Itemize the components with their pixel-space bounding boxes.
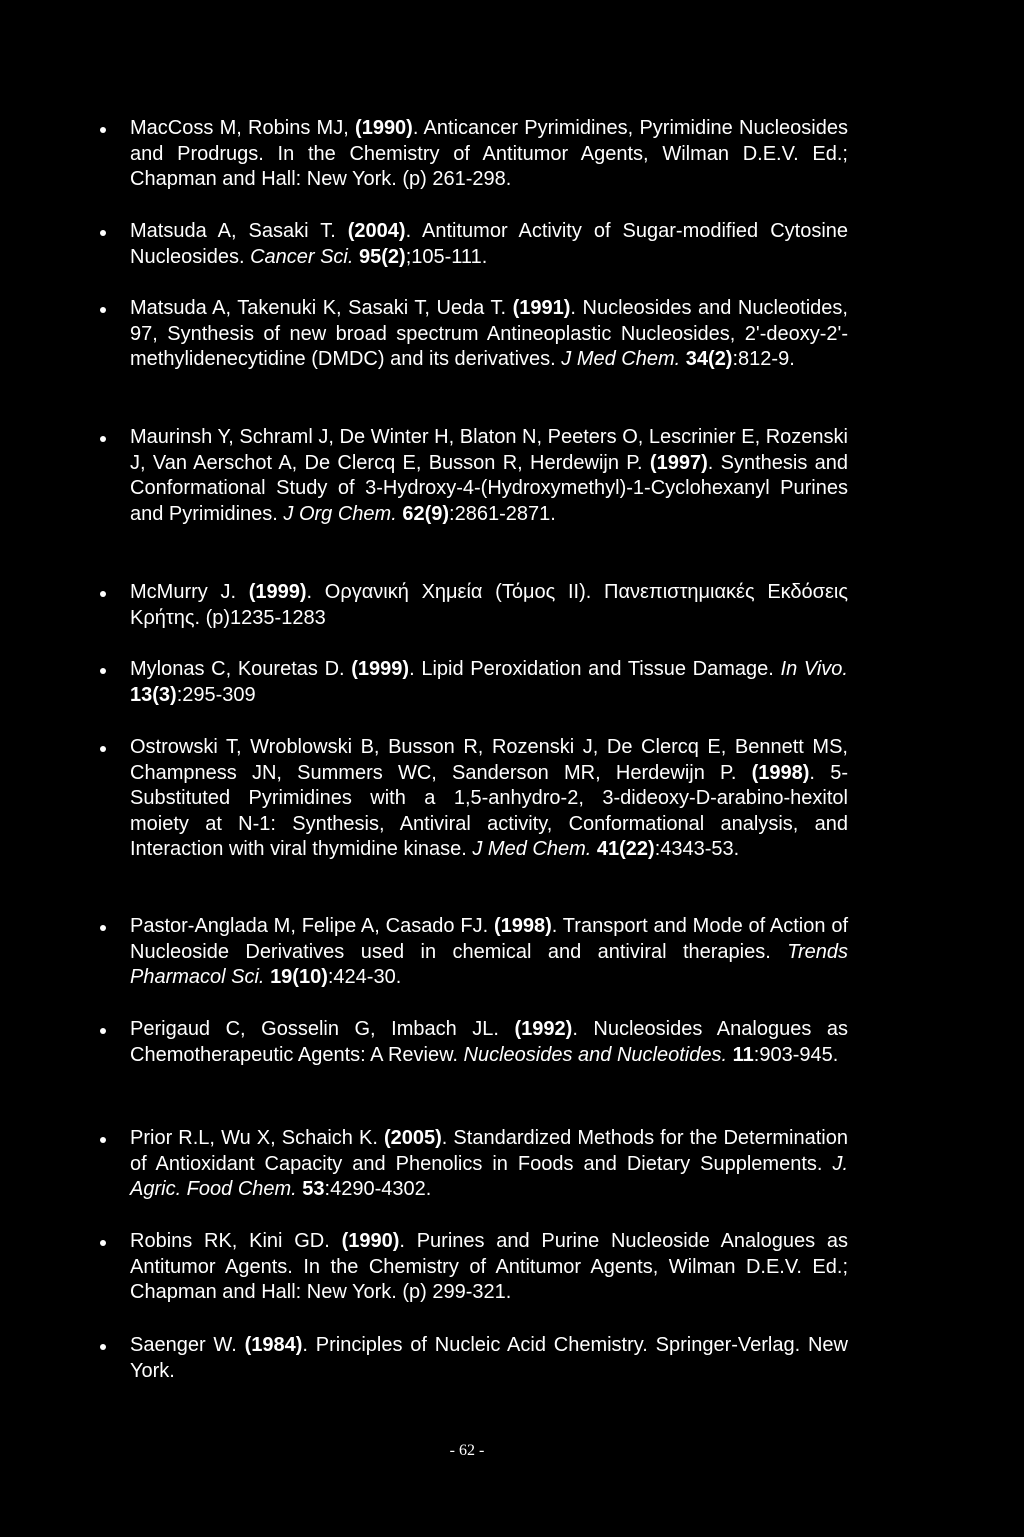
reference-volume: 13(3) (130, 683, 177, 706)
reference-title: . Principles of Nucleic Acid Chemistry. Springer-Verlag. New York. (130, 1334, 849, 1382)
bullet-icon (100, 436, 106, 442)
reference-text (100, 116, 848, 193)
reference-text (100, 1017, 848, 1068)
reference-title: . Antitumor Activity of Sugar-modified Cytosine Nucleosides. (130, 220, 849, 268)
reference-authors: McMurry J. (130, 581, 249, 603)
reference-text (100, 1126, 848, 1203)
reference-pages: :2861-2871. (449, 502, 556, 525)
bullet-icon (100, 230, 106, 236)
reference-volume: 11 (732, 1043, 754, 1066)
reference-item (100, 1017, 848, 1068)
reference-pages: :812-9. (732, 348, 795, 371)
reference-year: (1998) (493, 915, 552, 937)
reference-title: . Synthesis and Conformational Study of 3-Hydroxy-4-(Hydroxymethyl)-1-Cyclohexanyl Purines and Pyrimidines. (130, 451, 848, 525)
bullet-icon (100, 1344, 106, 1350)
reference-text (100, 735, 848, 863)
reference-item (100, 657, 848, 708)
bullet-icon (100, 925, 106, 931)
reference-text (100, 296, 848, 373)
reference-journal: J Med Chem. (472, 838, 592, 861)
reference-item (100, 580, 848, 631)
reference-year: (1984) (244, 1334, 303, 1356)
reference-title: . Οργανική Χημεία (Τόμος ΙΙ). Πανεπιστημιακές Εκδόσεις Κρήτης. (p)1235-1283 (130, 581, 849, 629)
reference-volume: 34(2) (685, 348, 733, 371)
reference-volume: 19(10) (270, 966, 328, 989)
bullet-icon (100, 668, 106, 674)
reference-year: (2004) (347, 220, 406, 242)
reference-authors: Matsuda A, Takenuki K, Sasaki T, Ueda T. (130, 297, 513, 319)
reference-authors: Prior R.L, Wu X, Schaich K. (130, 1127, 384, 1149)
reference-authors: Maurinsh Y, Schraml J, De Winter H, Blaton N, Peeters O, Lescrinier E, Rozenski J, Van Aerschot A, De Clercq E, Busson R, Herdewijn P. (130, 426, 848, 474)
reference-year: (1998) (751, 761, 810, 784)
reference-title: . Purines and Purine Nucleoside Analogues as Antitumor Agents. In the Chemistry of Antitumor Agents, Wilman D.E.V. Ed.; Chapman and Hall: New York. (p) 299-321. (130, 1230, 848, 1304)
reference-authors: Matsuda A, Sasaki T. (130, 220, 348, 242)
reference-text (100, 1333, 848, 1384)
reference-text (100, 1229, 848, 1306)
reference-authors: Perigaud C, Gosselin G, Imbach JL. (130, 1018, 515, 1040)
reference-year: (1990) (341, 1230, 400, 1252)
reference-title: . Standardized Methods for the Determination of Antioxidant Capacity and Phenolics in Foods and Dietary Supplements. (130, 1127, 848, 1175)
reference-item (100, 425, 848, 527)
reference-authors: Ostrowski T, Wroblowski B, Busson R, Rozenski J, De Clercq E, Bennett MS, Champness JN, Summers WC, Sanderson MR, Herdewijn P. (130, 736, 848, 784)
reference-volume: 95(2) (359, 245, 406, 268)
reference-text (100, 219, 848, 270)
bullet-icon (100, 127, 106, 133)
reference-item (100, 219, 848, 270)
bullet-icon (100, 307, 106, 313)
reference-item (100, 116, 848, 193)
reference-title: . Transport and Mode of Action of Nucleoside Derivatives used in chemical and antiviral therapies. (130, 915, 848, 963)
reference-journal: In Vivo. (780, 658, 848, 680)
reference-year: (1991) (512, 297, 571, 319)
reference-text (100, 425, 848, 527)
reference-item (100, 1333, 848, 1384)
reference-journal: J Org Chem. (283, 502, 397, 525)
reference-journal: J. Agric. Food Chem. (130, 1152, 848, 1201)
reference-item (100, 296, 848, 373)
reference-authors: Robins RK, Kini GD. (130, 1230, 342, 1252)
reference-title: . Lipid Peroxidation and Tissue Damage. (409, 658, 781, 680)
bullet-icon (100, 591, 106, 597)
reference-volume: 41(22) (596, 838, 655, 861)
reference-journal: Trends Pharmacol Sci. (130, 940, 848, 989)
reference-pages: :295-309 (176, 683, 256, 706)
reference-authors: MacCoss M, Robins MJ, (130, 117, 356, 139)
reference-title: . 5-Substituted Pyrimidines with a 1,5-anhydro-2, 3-dideoxy-D-arabino-hexitol moiety at N-1: Synthesis, Antiviral activity, Conformational analysis, and Interaction with viral thymidine kinase. (130, 761, 848, 861)
reference-item (100, 735, 848, 863)
reference-text (100, 580, 848, 631)
reference-title: . Anticancer Pyrimidines, Pyrimidine Nucleosides and Prodrugs. In the Chemistry of Antitumor Agents, Wilman D.E.V. Ed.; Chapman and Hall: New York. (p) 261-298. (130, 117, 848, 191)
reference-year: (1990) (355, 117, 413, 139)
reference-title: . Nucleosides Analogues as Chemotherapeutic Agents: A Review. (130, 1018, 848, 1066)
reference-pages: :424-30. (327, 966, 402, 989)
reference-authors: Saenger W. (130, 1334, 245, 1356)
reference-item (100, 914, 848, 991)
reference-volume: 62(9) (402, 502, 450, 525)
reference-journal: Cancer Sci. (250, 245, 354, 268)
bullet-icon (100, 1028, 106, 1034)
reference-year: (1999) (351, 658, 410, 680)
reference-year: (2005) (383, 1127, 442, 1149)
reference-journal: J Med Chem. (561, 348, 681, 371)
reference-title: . Nucleosides and Nucleotides, 97, Synthesis of new broad spectrum Antineoplastic Nucleosides, 2'-deoxy-2'-methylidenecytidine (DMDC) and its derivatives. (130, 297, 848, 371)
reference-journal: Nucleosides and Nucleotides. (463, 1043, 728, 1066)
bullet-icon (100, 1137, 106, 1143)
reference-pages: :4343-53. (654, 838, 740, 861)
reference-item (100, 1229, 848, 1306)
reference-year: (1992) (514, 1018, 573, 1040)
reference-item (100, 1126, 848, 1203)
reference-pages: :4290-4302. (324, 1178, 432, 1201)
reference-year: (1997) (649, 451, 708, 474)
bullet-icon (100, 1240, 106, 1246)
reference-pages: ;105-111. (405, 245, 488, 268)
reference-pages: :903-945. (753, 1043, 839, 1066)
reference-text (100, 657, 848, 708)
reference-authors: Mylonas C, Kouretas D. (130, 658, 352, 680)
bullet-icon (100, 746, 106, 752)
reference-volume: 53 (302, 1178, 325, 1201)
reference-text (100, 914, 848, 991)
reference-year: (1999) (248, 581, 307, 603)
reference-authors: Pastor-Anglada M, Felipe A, Casado FJ. (130, 915, 494, 937)
page-number: - 62 - (449, 1442, 485, 1459)
